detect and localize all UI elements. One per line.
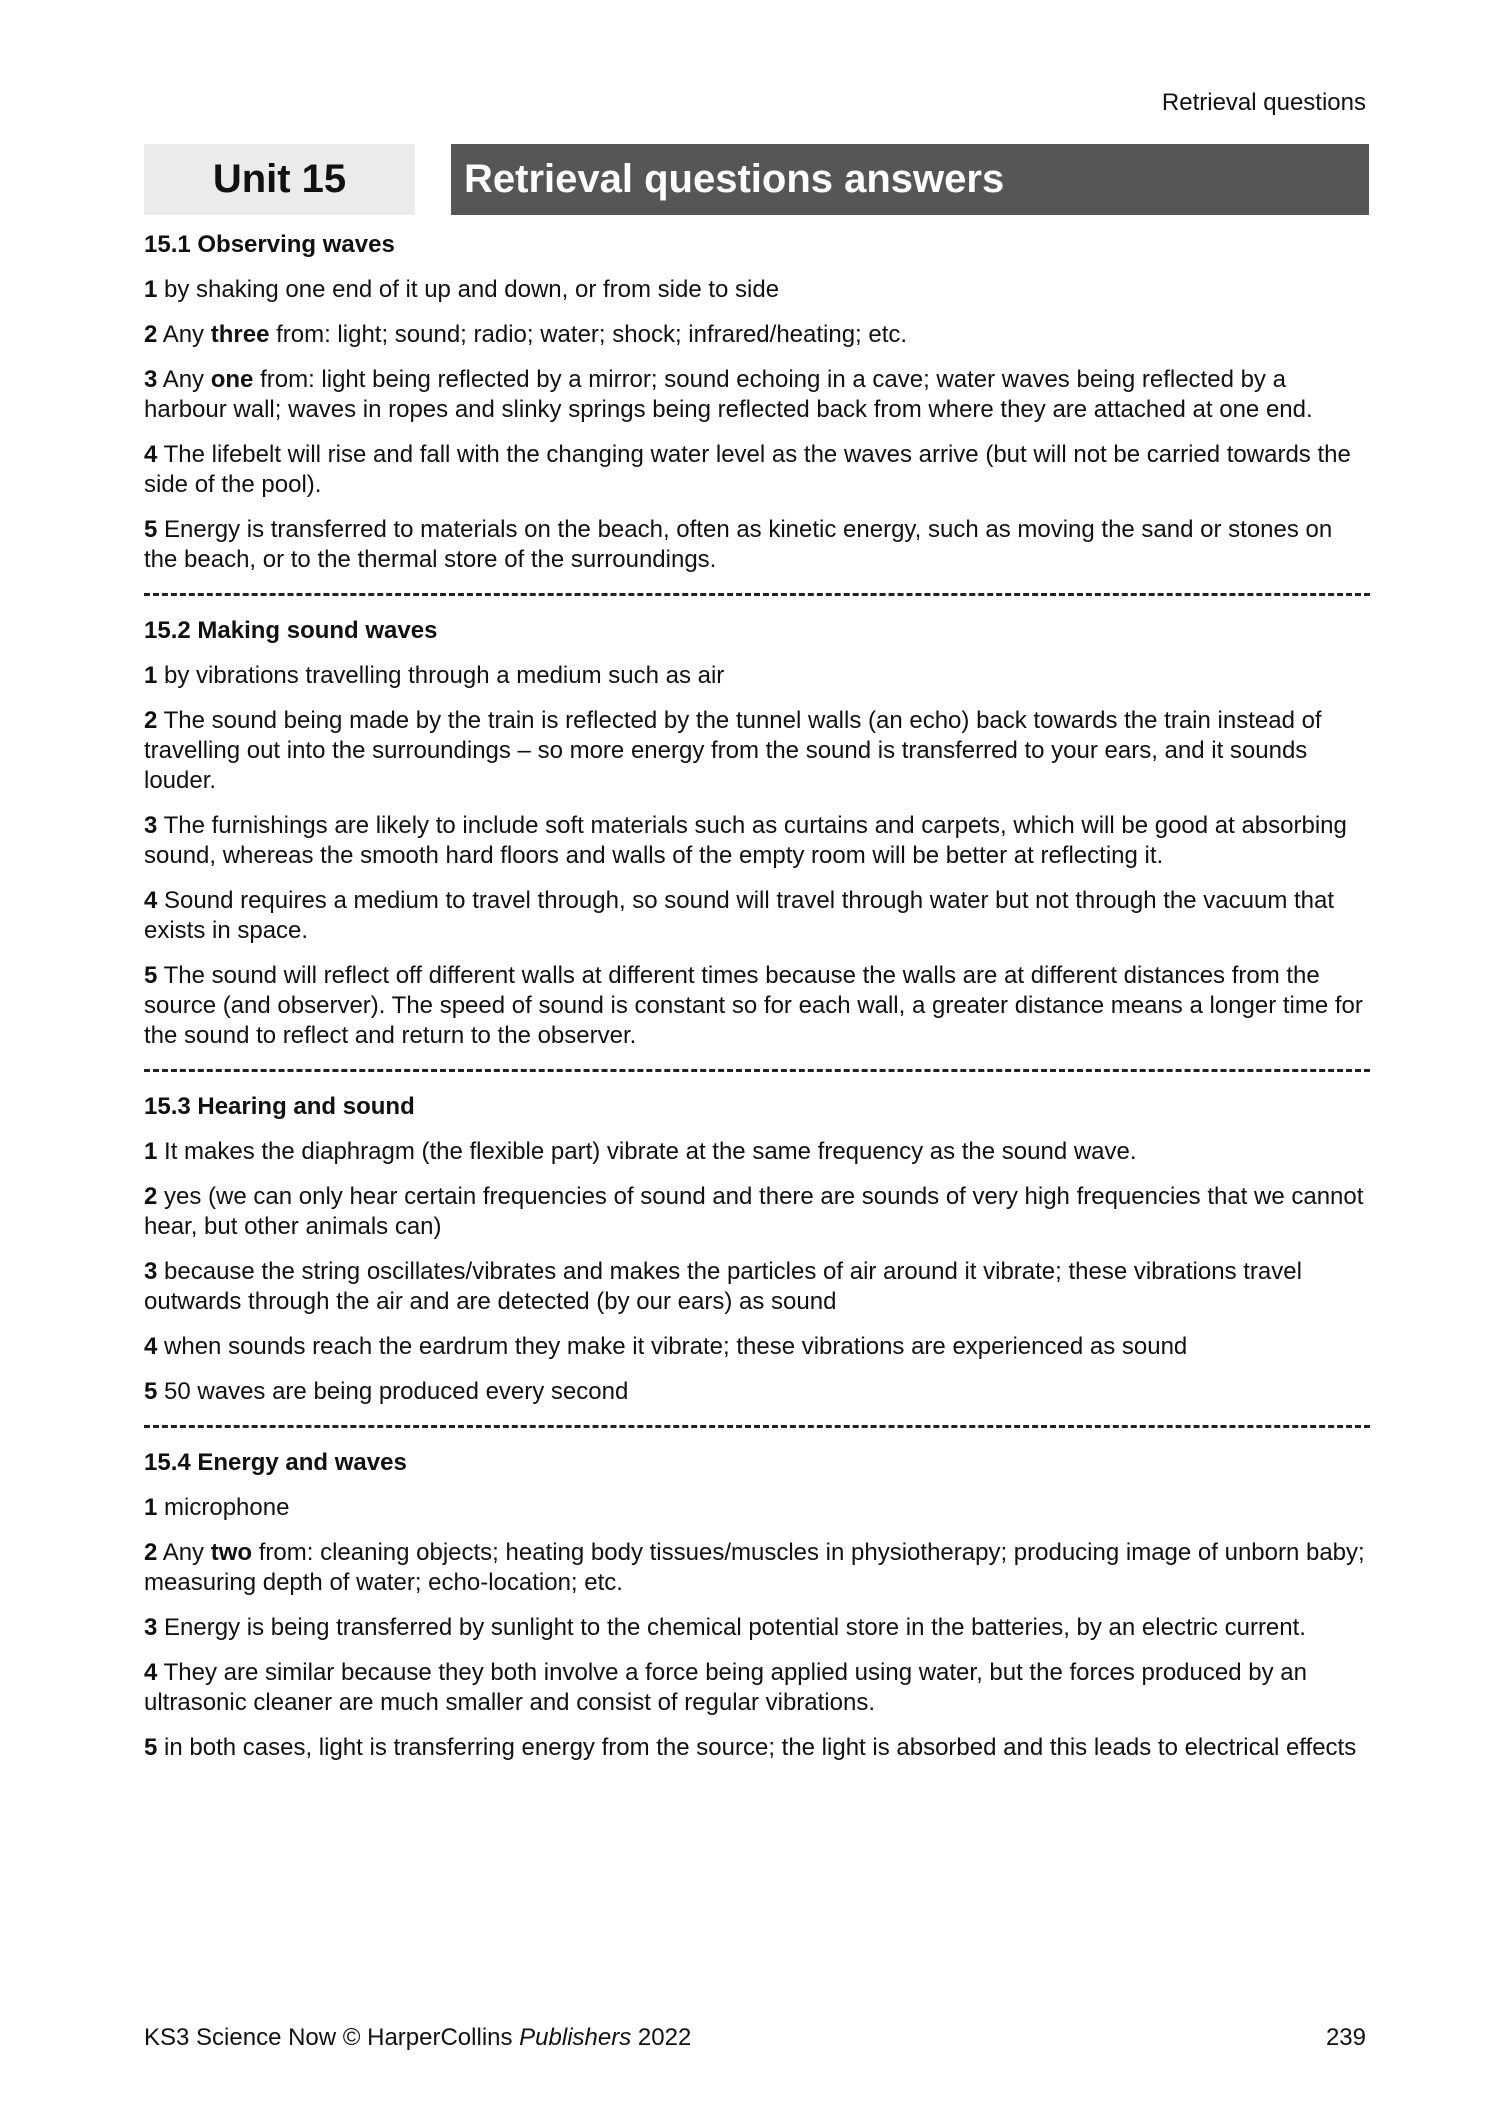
answer-text: The lifebelt will rise and fall with the changing water level as the waves arrive (but will not be carried towards the side of the pool).	[144, 441, 1351, 498]
answer-number: 4	[144, 1333, 158, 1360]
answer-text: Energy is transferred to materials on the beach, often as kinetic energy, such as moving the sand or stones on the beach, or to the thermal store of the surroundings.	[144, 516, 1333, 573]
answers-content	[144, 230, 1370, 1778]
answer-text: They are similar because they both involve a force being applied using water, but the forces produced by an ultrasonic cleaner are much smaller and consist of regular vibrations.	[144, 1659, 1307, 1716]
answer-item	[144, 1658, 1370, 1718]
footer-copyright-prefix: KS3 Science Now © HarperCollins	[144, 2024, 520, 2051]
answer-text: The furnishings are likely to include soft materials such as curtains and carpets, which will be good at absorbing sound, whereas the smooth hard floors and walls of the empty room will be better at reflecting it.	[144, 812, 1347, 869]
answer-number: 2	[144, 707, 158, 734]
answer-number: 4	[144, 887, 158, 914]
answer-item	[144, 365, 1370, 425]
answer-text: in both cases, light is transferring energy from the source; the light is absorbed and this leads to electrical effects	[157, 1734, 1357, 1761]
unit-label: Unit 15	[144, 144, 415, 215]
answer-number: 3	[144, 812, 158, 839]
answer-number: 5	[144, 1378, 158, 1405]
answer-item	[144, 1257, 1370, 1317]
footer-copyright-suffix: 2022	[631, 2024, 692, 2051]
answer-text: by vibrations travelling through a medium such as air	[157, 662, 725, 689]
answer-item	[144, 1182, 1370, 1242]
answer-text: when sounds reach the eardrum they make it vibrate; these vibrations are experienced as sound	[157, 1333, 1188, 1360]
footer-publisher: Publishers	[519, 2024, 632, 2051]
answer-text: from: light; sound; radio; water; shock; infrared/heating; etc.	[269, 321, 908, 348]
answer-number: 5	[144, 962, 158, 989]
answer-number: 1	[144, 1138, 158, 1165]
answer-number: 4	[144, 1659, 158, 1686]
answer-number: 3	[144, 366, 158, 393]
answer-item	[144, 275, 1370, 305]
answer-item	[144, 1332, 1370, 1362]
answer-item	[144, 1493, 1370, 1523]
answer-number: 1	[144, 1494, 158, 1521]
answer-text: The sound being made by the train is reflected by the tunnel walls (an echo) back towards the train instead of travelling out into the surroundings – so more energy from the sound is transferred to your ears, and it sounds louder.	[144, 707, 1322, 794]
page-title: Retrieval questions answers	[451, 144, 1369, 215]
answer-item	[144, 886, 1370, 946]
answer-item	[144, 961, 1370, 1051]
answer-text: from: light being reflected by a mirror; sound echoing in a cave; water waves being reflected by a harbour wall; waves in ropes and slinky springs being reflected back from where they are attached at one end.	[144, 366, 1313, 423]
answer-item	[144, 1538, 1370, 1598]
answer-number: 2	[144, 1183, 158, 1210]
section-title: 15.3 Hearing and sound	[144, 1093, 415, 1120]
answer-item	[144, 515, 1370, 575]
answer-item	[144, 811, 1370, 871]
answer-item	[144, 1613, 1370, 1643]
section-title: 15.2 Making sound waves	[144, 617, 438, 644]
answer-number: 1	[144, 276, 158, 303]
answer-item	[144, 1377, 1370, 1407]
answer-number: 3	[144, 1614, 158, 1641]
answer-item	[144, 706, 1370, 796]
answer-number: 1	[144, 662, 158, 689]
page-number: 239	[1325, 2024, 1366, 2051]
answer-number: 5	[144, 1734, 158, 1761]
answer-text: Any	[157, 1539, 211, 1566]
answer-text: by shaking one end of it up and down, or from side to side	[157, 276, 780, 303]
answer-number: 2	[144, 321, 158, 348]
answer-text: Sound requires a medium to travel through, so sound will travel through water but not through the vacuum that exists in space.	[144, 887, 1335, 944]
answer-emphasis: two	[210, 1539, 253, 1566]
answer-text: It makes the diaphragm (the flexible part) vibrate at the same frequency as the sound wave.	[157, 1138, 1137, 1165]
section-divider	[144, 593, 1370, 596]
answer-text: 50 waves are being produced every second	[157, 1378, 629, 1405]
answer-text: yes (we can only hear certain frequencies of sound and there are sounds of very high frequencies that we cannot hear, but other animals can)	[144, 1183, 1364, 1240]
answer-number: 2	[144, 1539, 158, 1566]
section-divider	[144, 1425, 1370, 1428]
answer-text: The sound will reflect off different walls at different times because the walls are at different distances from the source (and observer). The speed of sound is constant so for each wall, a greater distance means a longer time for the sound to reflect and return to the observer.	[144, 962, 1363, 1049]
running-head: Retrieval questions	[1161, 89, 1366, 116]
answer-number: 4	[144, 441, 158, 468]
answer-emphasis: three	[210, 321, 270, 348]
answer-text: Energy is being transferred by sunlight to the chemical potential store in the batteries, by an electric current.	[157, 1614, 1306, 1641]
footer-copyright	[144, 2024, 691, 2052]
section-title: 15.4 Energy and waves	[144, 1449, 407, 1476]
answer-text: because the string oscillates/vibrates and makes the particles of air around it vibrate; these vibrations travel outwards through the air and are detected (by our ears) as sound	[144, 1258, 1302, 1315]
answer-number: 3	[144, 1258, 158, 1285]
section-title: 15.1 Observing waves	[144, 231, 395, 258]
answer-item	[144, 440, 1370, 500]
answer-text: Any	[157, 321, 211, 348]
answer-item	[144, 1137, 1370, 1167]
answer-item	[144, 1733, 1370, 1763]
answer-item	[144, 661, 1370, 691]
answer-text: microphone	[157, 1494, 290, 1521]
answer-number: 5	[144, 516, 158, 543]
answer-text: Any	[157, 366, 211, 393]
answer-emphasis: one	[210, 366, 254, 393]
answer-item	[144, 320, 1370, 350]
answer-text: from: cleaning objects; heating body tissues/muscles in physiotherapy; producing image of unborn baby; measuring depth of water; echo-location; etc.	[144, 1539, 1365, 1596]
section-divider	[144, 1069, 1370, 1072]
